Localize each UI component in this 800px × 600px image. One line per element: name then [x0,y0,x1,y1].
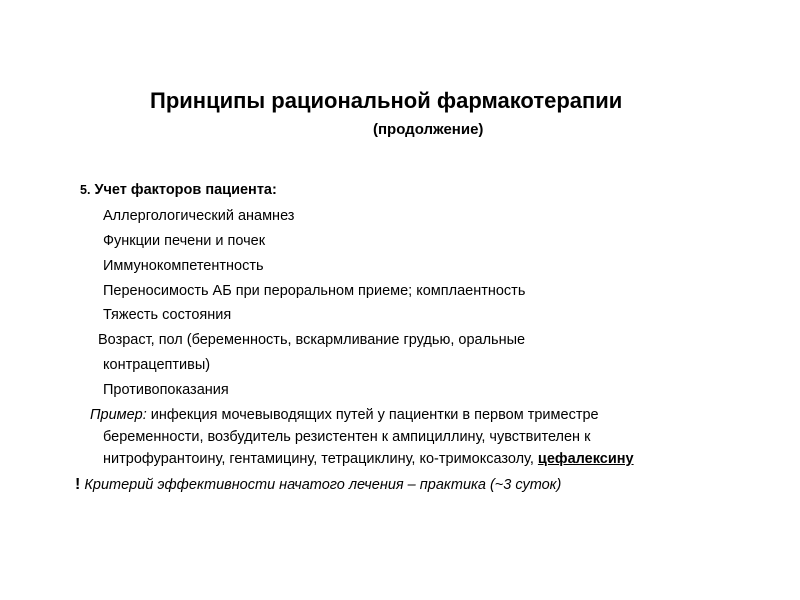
section-number: 5. [80,183,91,197]
example-text-1: инфекция мочевыводящих путей у пациентки в первом триместре [146,407,599,423]
slide-title: Принципы рациональной фармакотерапии [150,88,623,113]
factor-contraindications: Противопоказания [103,382,229,398]
example-label: Пример: [90,407,147,423]
section-heading: Учет факторов пациента: [94,182,277,198]
factor-severity: Тяжесть состояния [103,307,232,323]
criterion-mark: ! [75,476,81,493]
example-line-3 [103,450,634,468]
example-text-3: нитрофурантоину, гентамицину, тетрациклину, ко-тримоксазолу, [103,451,534,467]
factor-allergy-history: Аллергологический анамнез [103,208,295,224]
factor-oral-tolerance: Переносимость АБ при пероральном приеме; комплаентность [103,283,526,299]
section-heading-row [80,181,277,199]
criterion-text: Критерий эффективности начатого лечения – практика (~3 суток) [80,477,562,493]
criterion-line [75,476,561,494]
factor-age-sex: Возраст, пол (беременность, вскармливание грудью, оральные [98,332,526,348]
slide-subtitle: (продолжение) [373,121,484,138]
example-line-1 [90,406,599,424]
example-answer: цефалексину [537,451,634,467]
example-line-2: беременности, возбудитель резистентен к ампициллину, чувствителен к [103,429,591,445]
factor-immunocompetence: Иммунокомпетентность [103,258,264,274]
factor-liver-kidney: Функции печени и почек [103,233,266,249]
factor-age-sex-continued: контрацептивы) [103,357,211,373]
